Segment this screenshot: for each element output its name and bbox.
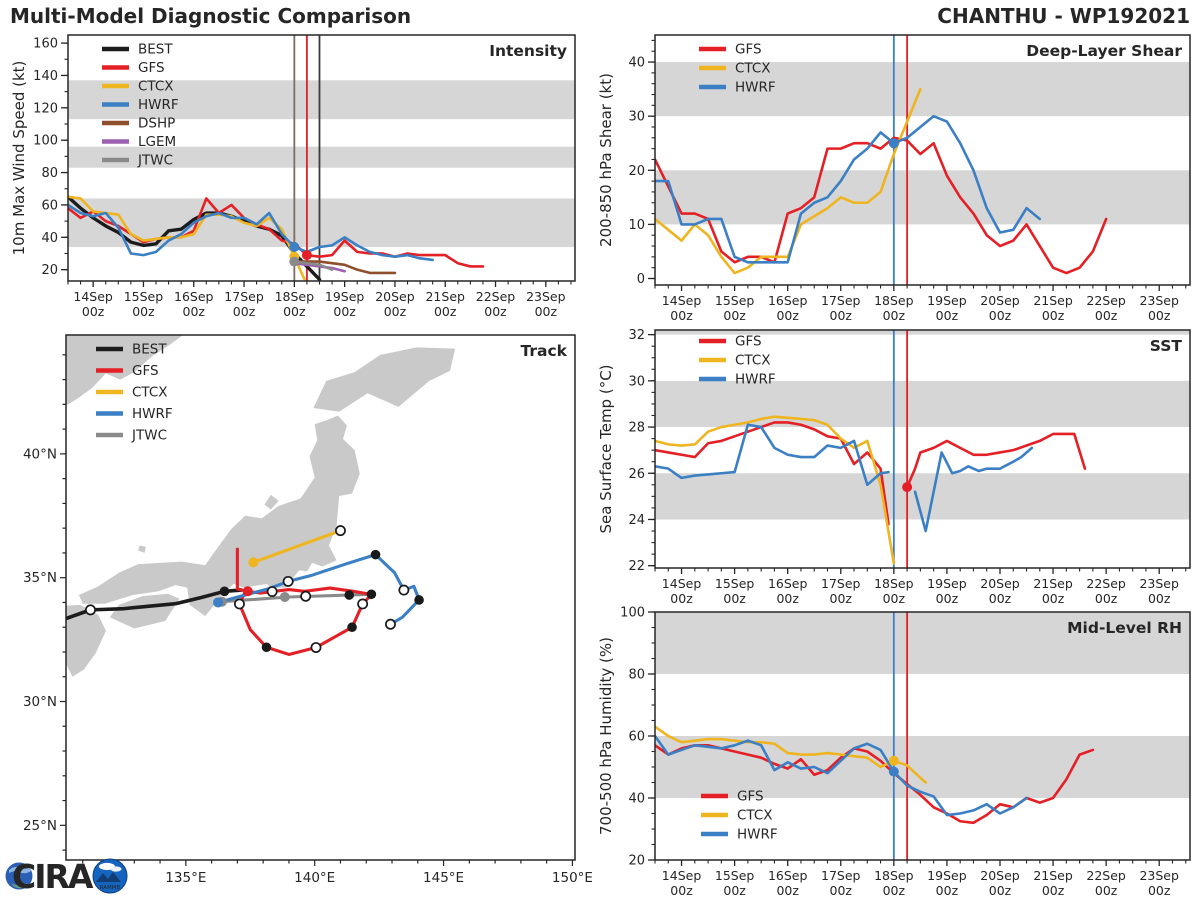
land-polygon <box>110 594 180 629</box>
x-tick-hour: 00z <box>383 304 407 319</box>
map-y-tick: 40°N <box>22 446 57 463</box>
x-tick-hour: 00z <box>670 591 693 606</box>
y-tick: 10 <box>628 217 645 233</box>
shear-panel-title: Deep-Layer Shear <box>1026 42 1182 60</box>
x-tick-hour: 00z <box>988 308 1012 323</box>
legend-label-HWRF: HWRF <box>138 97 179 113</box>
x-tick-hour: 00z <box>723 883 746 898</box>
legend-label-CTCX: CTCX <box>138 78 174 95</box>
x-tick-day: 22Sep <box>1086 868 1126 883</box>
y-tick: 28 <box>628 420 645 436</box>
x-tick-day: 14Sep <box>661 576 702 591</box>
x-tick-day: 15Sep <box>714 293 755 308</box>
x-tick-day: 14Sep <box>661 293 702 308</box>
y-tick: 60 <box>628 729 645 745</box>
map-y-tick: 35°N <box>22 570 57 587</box>
map-x-tick: 150°E <box>551 870 593 886</box>
x-tick-day: 23Sep <box>1139 293 1179 308</box>
legend-label-BEST: BEST <box>132 341 167 358</box>
track-marker-HWRF <box>371 550 381 560</box>
x-tick-day: 15Sep <box>714 576 755 591</box>
x-tick-hour: 00z <box>776 308 799 323</box>
cira-rammb-logo <box>4 851 134 899</box>
x-tick-day: 19Sep <box>927 293 967 308</box>
x-tick-day: 19Sep <box>324 289 365 304</box>
page-title: Multi-Model Diagnostic Comparison <box>10 4 412 28</box>
rh-panel-title: Mid-Level RH <box>1067 619 1182 637</box>
map-x-tick: 145°E <box>423 870 465 886</box>
x-tick-day: 17Sep <box>821 293 861 308</box>
sst-ylabel: Sea Surface Temp (°C) <box>597 364 615 534</box>
y-tick: 20 <box>628 853 645 869</box>
x-tick-day: 16Sep <box>174 289 214 304</box>
map-y-tick: 30°N <box>22 694 57 711</box>
legend-label-CTCX: CTCX <box>132 384 168 401</box>
y-tick: 140 <box>33 68 58 84</box>
y-tick: 20 <box>628 163 645 179</box>
x-tick-hour: 00z <box>776 591 799 606</box>
legend-label-GFS: GFS <box>138 60 165 76</box>
x-tick-hour: 00z <box>882 591 906 606</box>
x-tick-day: 23Sep <box>1139 576 1179 591</box>
legend-label-JTWC: JTWC <box>138 152 174 169</box>
x-tick-hour: 00z <box>1041 591 1065 606</box>
track-marker-GFS <box>347 622 357 632</box>
x-tick-hour: 00z <box>484 304 507 319</box>
track-marker-JTWC <box>301 592 310 601</box>
track-marker-HWRF <box>399 585 408 594</box>
x-tick-hour: 00z <box>1094 591 1118 606</box>
x-tick-hour: 00z <box>829 308 852 323</box>
track-marker-JTWC <box>344 590 354 600</box>
track-marker-GFS <box>311 643 320 652</box>
legend-label-CTCX: CTCX <box>735 60 771 77</box>
x-tick-day: 23Sep <box>1139 868 1179 883</box>
x-tick-hour: 00z <box>433 304 457 319</box>
x-tick-day: 20Sep <box>375 289 415 304</box>
x-tick-hour: 00z <box>988 591 1012 606</box>
track-marker-BEST <box>220 587 230 597</box>
land-polygon <box>264 495 278 510</box>
track-panel-title: Track <box>520 342 567 360</box>
x-tick-day: 16Sep <box>767 293 808 308</box>
legend-label-GFS: GFS <box>735 41 762 58</box>
map-x-axis <box>83 860 593 886</box>
y-tick: 100 <box>33 133 58 149</box>
track-marker-CTCX <box>336 526 345 535</box>
intensity-ylabel: 10m Max Wind Speed (kt) <box>10 60 28 256</box>
x-tick-day: 19Sep <box>927 868 967 883</box>
storm-title: CHANTHU - WP192021 <box>937 4 1190 28</box>
x-tick-day: 21Sep <box>1033 293 1073 308</box>
x-tick-day: 20Sep <box>980 576 1020 591</box>
track-marker-GFS <box>268 587 277 596</box>
y-tick: 160 <box>33 36 58 52</box>
x-tick-day: 17Sep <box>821 576 861 591</box>
rammb-text: RAMMB <box>99 885 121 891</box>
x-tick-hour: 00z <box>882 308 906 323</box>
x-tick-day: 18Sep <box>874 293 914 308</box>
x-tick-day: 16Sep <box>767 576 808 591</box>
x-tick-hour: 00z <box>534 304 558 319</box>
y-tick: 30 <box>628 374 645 390</box>
x-tick-hour: 00z <box>1147 591 1171 606</box>
legend-label-GFS: GFS <box>737 788 764 805</box>
y-tick: 32 <box>628 328 645 344</box>
x-tick-day: 17Sep <box>224 289 264 304</box>
x-tick-hour: 00z <box>670 883 693 898</box>
y-tick: 30 <box>628 109 645 125</box>
track-marker-GFS <box>235 599 244 608</box>
x-tick-day: 22Sep <box>1086 293 1126 308</box>
y-tick: 26 <box>628 466 645 482</box>
x-tick-day: 19Sep <box>927 576 967 591</box>
x-tick-day: 21Sep <box>425 289 465 304</box>
x-tick-day: 21Sep <box>1033 576 1073 591</box>
x-tick-hour: 00z <box>182 304 205 319</box>
x-tick-hour: 00z <box>935 308 959 323</box>
y-tick: 80 <box>628 667 645 683</box>
cira-logo <box>6 857 94 896</box>
x-tick-hour: 00z <box>132 304 155 319</box>
x-tick-day: 14Sep <box>661 868 702 883</box>
rammb-cloud2 <box>111 866 122 871</box>
rammb-logo <box>93 859 127 893</box>
x-tick-day: 14Sep <box>73 289 113 304</box>
y-tick: 100 <box>620 605 645 621</box>
x-tick-day: 18Sep <box>274 289 315 304</box>
x-tick-hour: 00z <box>776 883 799 898</box>
x-tick-hour: 00z <box>283 304 306 319</box>
legend-label-HWRF: HWRF <box>735 79 776 96</box>
y-tick: 40 <box>41 230 58 246</box>
x-tick-day: 18Sep <box>874 576 914 591</box>
x-tick-hour: 00z <box>333 304 356 319</box>
y-tick: 120 <box>33 101 58 117</box>
x-tick-hour: 00z <box>723 308 746 323</box>
intensity-panel-title: Intensity <box>489 42 567 60</box>
x-tick-day: 20Sep <box>980 868 1020 883</box>
map-y-tick: 25°N <box>22 817 57 834</box>
x-tick-hour: 00z <box>829 883 852 898</box>
legend-label-HWRF: HWRF <box>737 826 778 843</box>
track-marker-HWRF <box>386 620 395 629</box>
x-tick-day: 15Sep <box>123 289 164 304</box>
x-tick-hour: 00z <box>1094 308 1118 323</box>
track-marker-BEST <box>86 605 95 614</box>
track-marker-HWRF <box>414 595 424 605</box>
map-x-tick: 140°E <box>294 870 336 886</box>
y-tick: 80 <box>41 166 58 182</box>
map-x-tick: 135°E <box>165 870 207 886</box>
y-tick: 24 <box>628 512 645 528</box>
x-tick-day: 21Sep <box>1033 868 1073 883</box>
x-tick-hour: 00z <box>670 308 693 323</box>
legend-label-JTWC: JTWC <box>132 427 168 444</box>
legend-label-LGEM: LGEM <box>138 134 177 150</box>
track-marker-GFS <box>243 586 253 596</box>
x-tick-hour: 00z <box>1094 883 1118 898</box>
track-marker-HWRF <box>284 577 293 586</box>
x-tick-day: 18Sep <box>874 868 914 883</box>
legend-label-HWRF: HWRF <box>735 371 776 388</box>
x-tick-hour: 00z <box>81 304 105 319</box>
legend-label-GFS: GFS <box>132 363 159 379</box>
legend-label-CTCX: CTCX <box>735 352 771 369</box>
shear-ylabel: 200-850 hPa Shear (kt) <box>597 73 615 247</box>
x-tick-hour: 00z <box>723 591 746 606</box>
x-tick-hour: 00z <box>935 883 959 898</box>
map-y-axis <box>23 355 66 850</box>
track-marker-JTWC <box>280 592 290 602</box>
y-tick: 0 <box>636 272 645 288</box>
cira-text: CIRA <box>12 857 92 896</box>
x-tick-day: 22Sep <box>475 289 516 304</box>
legend-label-GFS: GFS <box>735 333 762 350</box>
x-tick-day: 15Sep <box>714 868 755 883</box>
x-tick-hour: 00z <box>1041 883 1065 898</box>
y-tick: 60 <box>41 198 58 214</box>
track-marker-GFS <box>358 599 367 608</box>
y-tick: 20 <box>41 263 58 279</box>
track-marker-GFS <box>262 642 272 652</box>
x-tick-hour: 00z <box>935 591 959 606</box>
rh-ylabel: 700-500 hPa Humidity (%) <box>597 636 615 836</box>
x-tick-hour: 00z <box>988 883 1012 898</box>
sst-panel-title: SST <box>1149 337 1182 355</box>
x-tick-hour: 00z <box>829 591 852 606</box>
legend-label-CTCX: CTCX <box>737 807 773 824</box>
x-tick-day: 22Sep <box>1086 576 1126 591</box>
legend-label-HWRF: HWRF <box>132 406 173 422</box>
x-tick-day: 17Sep <box>821 868 861 883</box>
x-tick-hour: 00z <box>882 883 906 898</box>
x-tick-hour: 00z <box>1147 308 1171 323</box>
y-tick: 22 <box>628 559 645 575</box>
x-tick-hour: 00z <box>232 304 256 319</box>
legend-label-BEST: BEST <box>138 41 173 58</box>
track-marker-JTWC <box>367 589 377 599</box>
x-tick-day: 16Sep <box>767 868 808 883</box>
track-marker-HWRF <box>213 597 223 607</box>
track-marker-CTCX <box>248 557 258 567</box>
x-tick-day: 20Sep <box>980 293 1020 308</box>
x-tick-hour: 00z <box>1147 883 1171 898</box>
land-polygon <box>138 545 146 552</box>
y-tick: 40 <box>628 55 645 71</box>
land-polygon <box>79 415 360 616</box>
y-tick: 40 <box>628 791 645 807</box>
x-tick-day: 23Sep <box>526 289 566 304</box>
land-polygon <box>313 347 455 411</box>
x-tick-hour: 00z <box>1041 308 1065 323</box>
legend-label-DSHP: DSHP <box>138 115 176 132</box>
